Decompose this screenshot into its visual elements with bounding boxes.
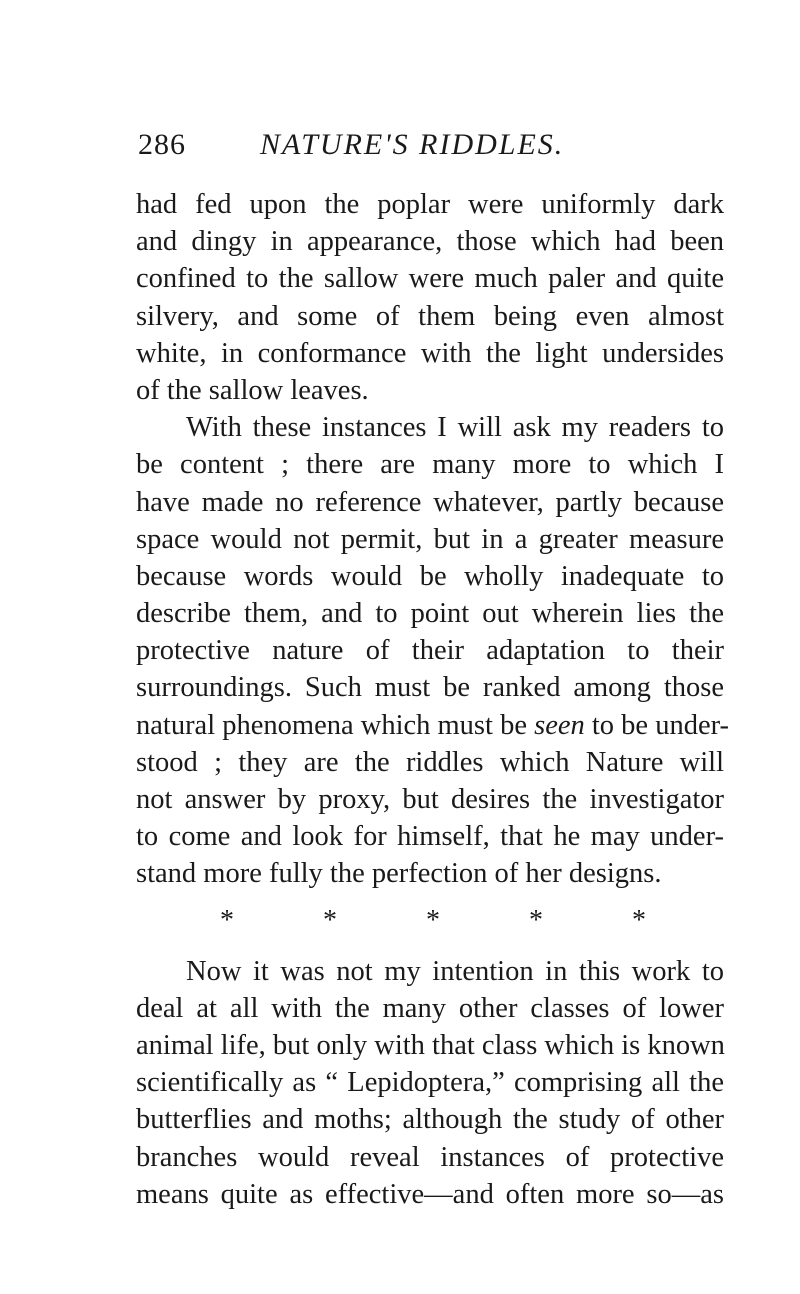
- text-line: means quite as effective—and often more so—as: [136, 1178, 724, 1210]
- text-line: deal at all with the many other classes of lower: [136, 992, 724, 1024]
- text-line: silvery, and some of them being even almost: [136, 300, 724, 332]
- text-segment: to be under-: [591, 709, 730, 741]
- paragraph: [136, 953, 724, 1213]
- text-line: and dingy in appearance, those which had been: [136, 226, 724, 258]
- asterisk: *: [632, 904, 646, 936]
- text-line: butterflies and moths; although the study of other: [136, 1104, 724, 1136]
- page-number: 286: [138, 128, 186, 161]
- paragraph: [136, 409, 730, 892]
- text-line: confined to the sallow were much paler and quite: [136, 263, 724, 295]
- text-line: white, in conformance with the light undersides: [136, 337, 724, 369]
- text-line: have made no reference whatever, partly because: [136, 486, 724, 518]
- text-line: animal life, but only with that class which is known: [136, 1029, 725, 1061]
- text-line: had fed upon the poplar were uniformly dark: [136, 189, 724, 220]
- text-line: protective nature of their adaptation to their: [136, 635, 724, 667]
- text-line: because words would be wholly inadequate to: [136, 560, 724, 592]
- text-line: stand more fully the perfection of her designs.: [136, 858, 662, 890]
- text-line: describe them, and to point out wherein lies the: [136, 598, 724, 630]
- asterisk: *: [220, 904, 234, 936]
- text-line: of the sallow leaves.: [136, 374, 369, 406]
- asterisk: *: [529, 904, 543, 936]
- text-line: surroundings. Such must be ranked among those: [136, 672, 724, 704]
- running-title: NATURE'S RIDDLES.: [260, 128, 565, 161]
- page-header: [138, 128, 718, 168]
- text-line: Now it was not my intention in this work to: [186, 955, 724, 987]
- body-text: [136, 186, 730, 1213]
- text-line: stood ; they are the riddles which Nature will: [136, 746, 724, 778]
- text-line: scientifically as “ Lepidoptera,” comprising all the: [136, 1067, 724, 1099]
- text-segment: natural phenomena which must be: [136, 709, 527, 741]
- text-line: With these instances I will ask my readers to: [186, 412, 724, 444]
- text-line: branches would reveal instances of protective: [136, 1141, 724, 1173]
- text-line: not answer by proxy, but desires the investigator: [136, 784, 724, 815]
- text-line-with-italic: [136, 707, 730, 744]
- text-line: be content ; there are many more to which I: [136, 449, 724, 481]
- text-line: to come and look for himself, that he may under-: [136, 821, 724, 853]
- section-separator: [220, 897, 646, 945]
- asterisk: *: [426, 904, 440, 936]
- paragraph-continuation: [136, 186, 724, 409]
- italic-word: seen: [534, 709, 585, 741]
- text-line: space would not permit, but in a greater measure: [136, 523, 724, 555]
- asterisk: *: [323, 904, 337, 936]
